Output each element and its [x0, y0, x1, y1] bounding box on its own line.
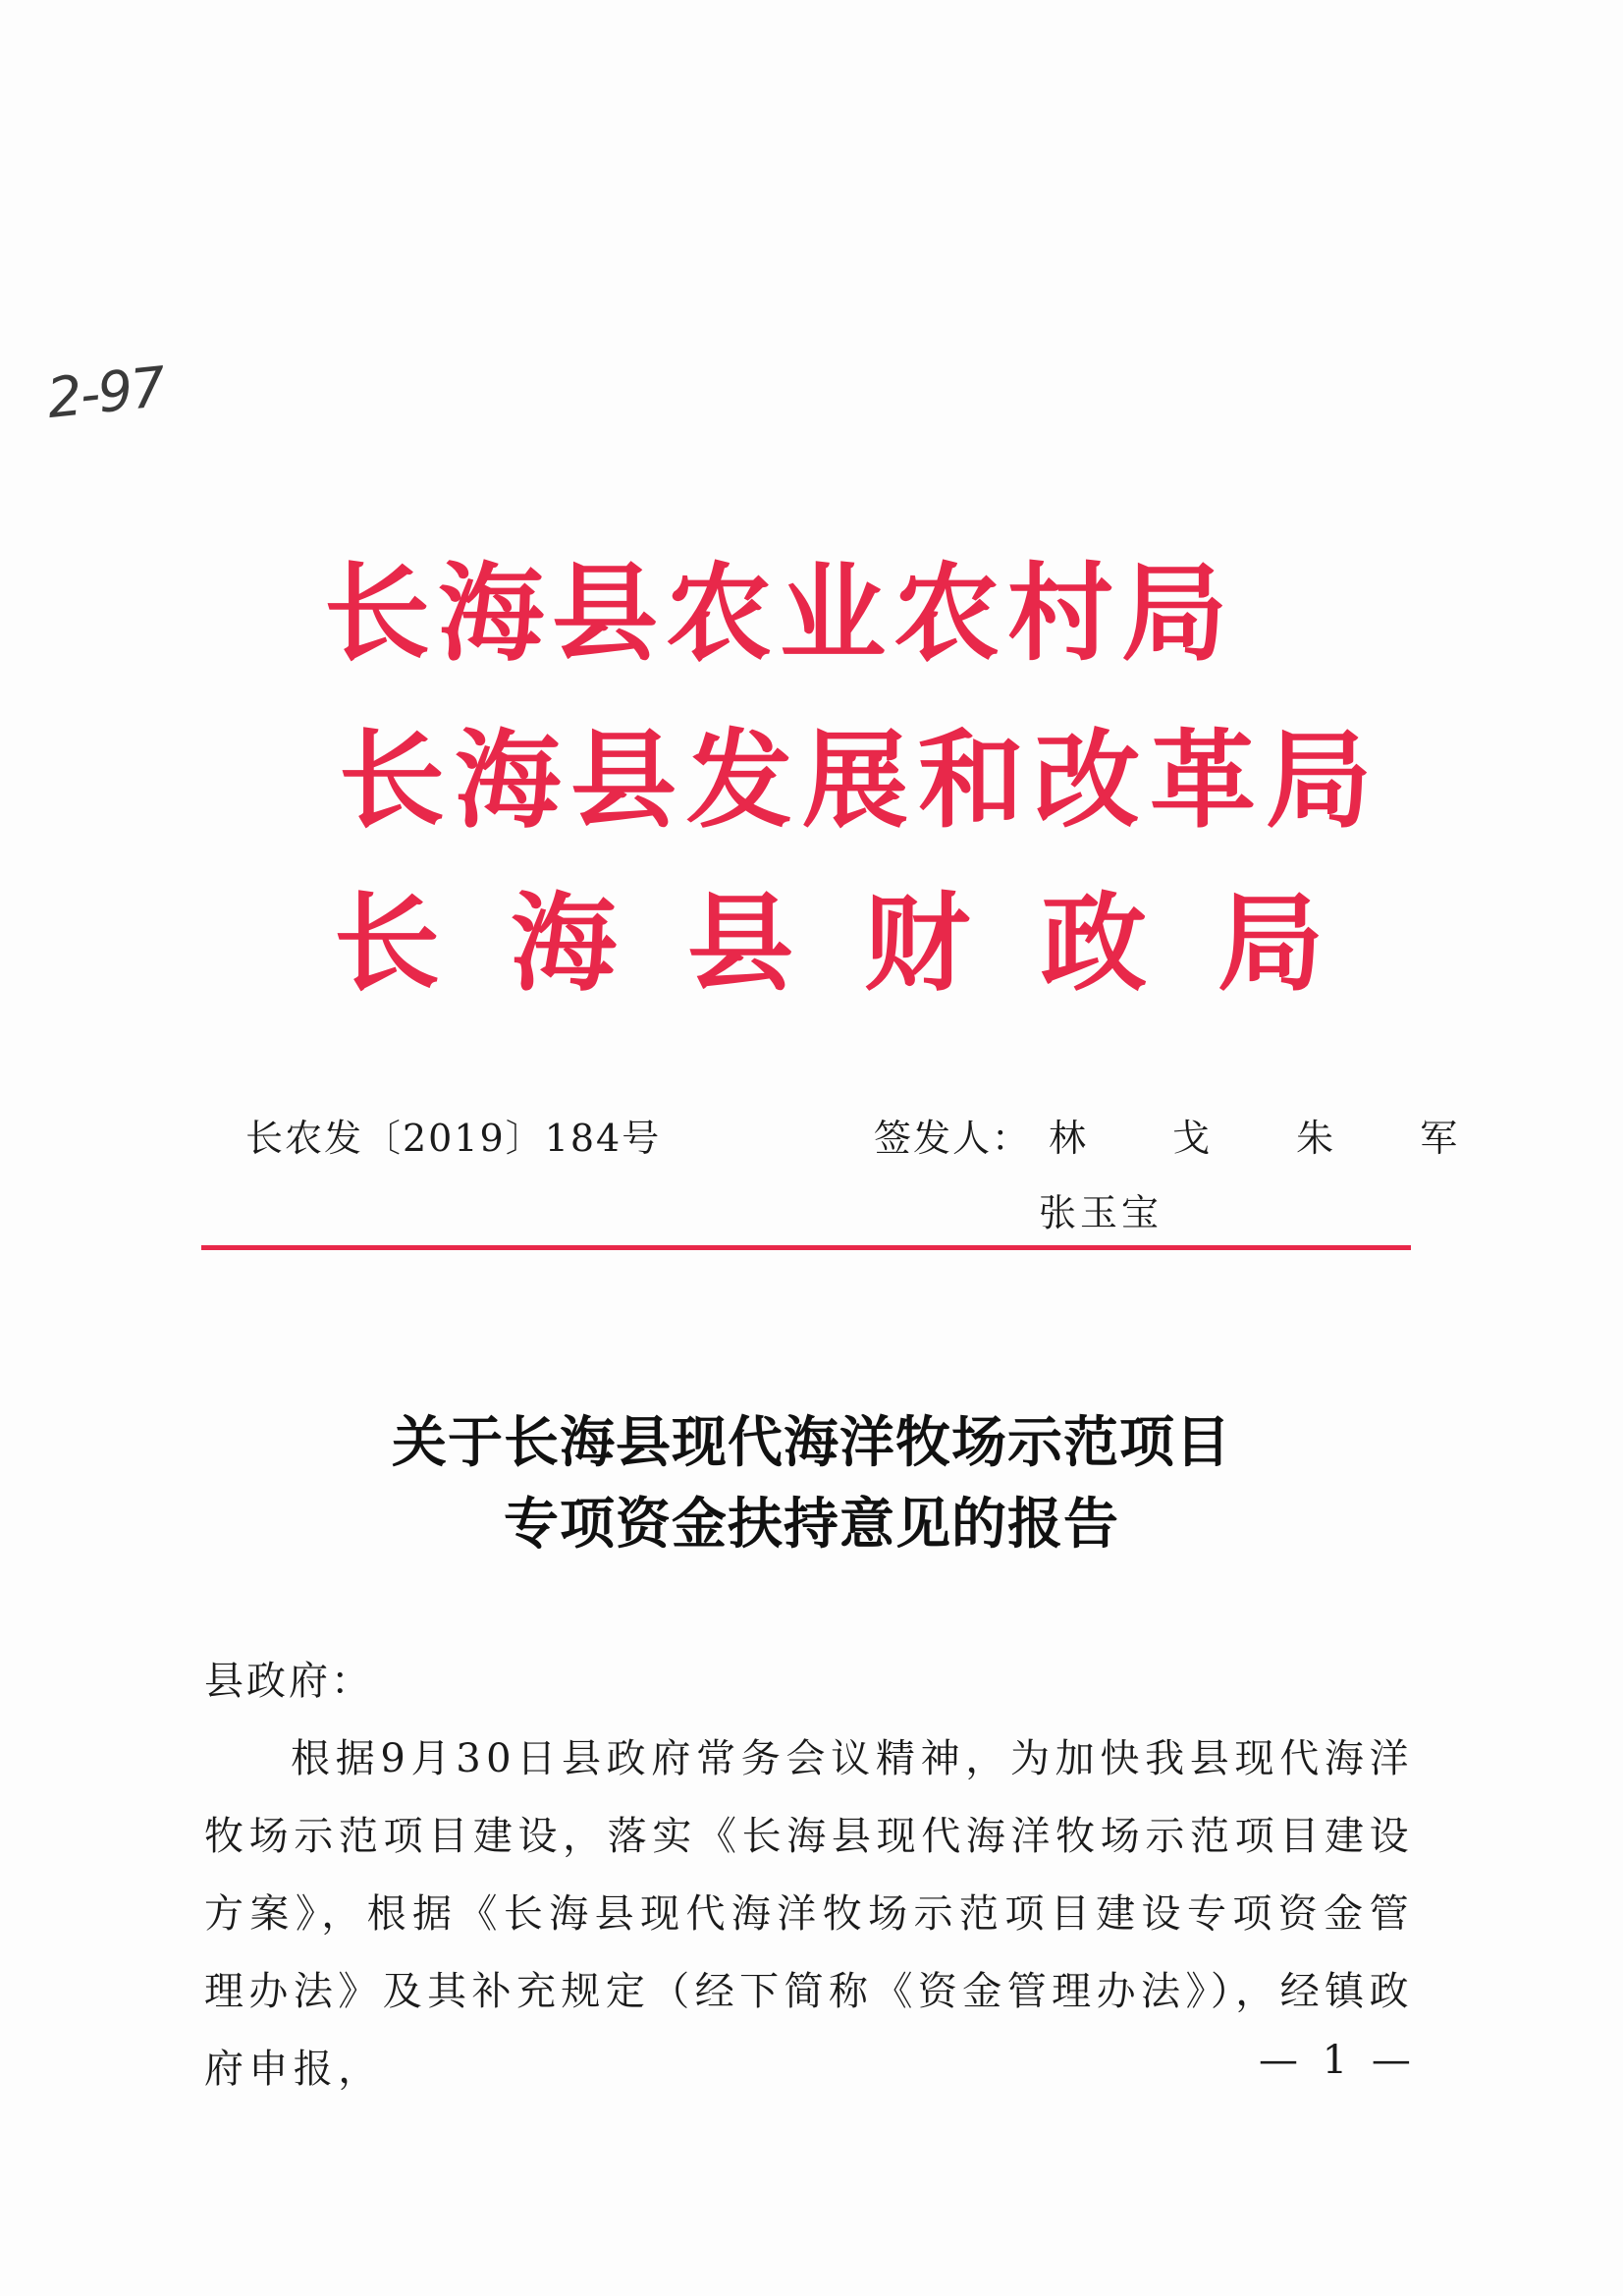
body-paragraph: 根据9月30日县政府常务会议精神，为加快我县现代海洋牧场示范项目建设，落实《长海县现代海洋牧场示范项目建设方案》，根据《长海县现代海洋牧场示范项目建设专项资金管理办法》及其补充规定（经下简称《资金管理办法》），经镇政府申报，	[204, 1736, 1414, 2092]
salutation: 县政府：	[204, 1659, 373, 1704]
signers-label: 签发人：	[874, 1117, 1032, 1160]
page-number: — 1 —	[1259, 2038, 1417, 2083]
document-title-line-1: 关于长海县现代海洋牧场示范项目	[392, 1410, 1231, 1475]
document-number: 长农发〔2019〕184号	[245, 1117, 662, 1160]
red-separator-line	[201, 1245, 1411, 1250]
signers-names-line-2: 张玉宝	[1039, 1191, 1163, 1234]
signers-names-line-1: 林 戈 朱 军	[1049, 1117, 1495, 1160]
document-title-line-2: 专项资金扶持意见的报告	[504, 1492, 1119, 1557]
handwritten-annotation: 2-97	[43, 355, 168, 432]
issuing-organization-2: 长海县发展和改革局	[339, 720, 1382, 843]
issuing-organization-3: 长海县财政局	[334, 883, 1395, 1006]
issuing-organization-1: 长海县农业农村局	[324, 553, 1236, 676]
